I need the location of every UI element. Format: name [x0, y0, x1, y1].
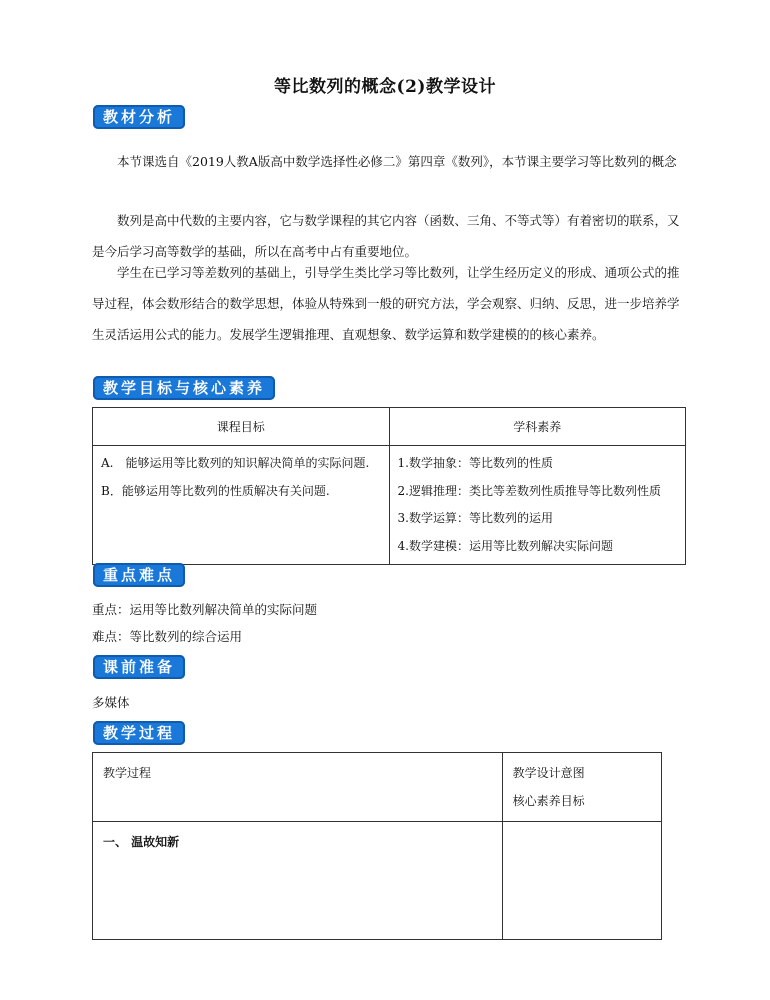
process-header-left: 教学过程 — [93, 753, 503, 822]
process-step-title: 一、 温故知新 — [103, 835, 180, 849]
course-goal-b: B．能够运用等比数列的性质解决有关问题. — [101, 483, 330, 498]
process-header-right — [502, 753, 661, 822]
process-row-left — [93, 822, 503, 940]
design-intent-label: 教学设计意图 — [512, 766, 585, 780]
analysis-paragraph: 数列是高中代数的主要内容，它与数学课程的其它内容（函数、三角、不等式等）有着密切的联系，又是今后学习高等数学的基础，所以在高考中占有重要地位。 — [92, 213, 680, 259]
core-literacy-label: 核心素养目标 — [512, 794, 585, 808]
goals-header-course: 课程目标 — [93, 408, 390, 446]
analysis-paragraph: 学生在已学习等差数列的基础上，引导学生类比学习等比数列，让学生经历定义的形成、通项公式的推导过程，体会数形结合的数学思想，体验从特殊到一般的研究方法，学会观察、归纳、反思，进一步培养学生灵活运用公式的能力。发展学生逻辑推理、直观想象、数学运算和数学建模的的核心素养。 — [92, 265, 680, 342]
section-badge-keypoints: 重点难点 — [93, 563, 185, 587]
goals-course-cell — [93, 446, 390, 565]
section-badge-prep: 课前准备 — [93, 655, 185, 679]
prep-text: 多媒体 — [92, 695, 130, 710]
process-table — [92, 752, 662, 940]
literacy-item: 2.逻辑推理：类比等差数列性质推导等比数列性质 — [397, 483, 661, 498]
literacy-item: 1.数学抽象：等比数列的性质 — [397, 456, 553, 470]
page-title: 等比数列的概念(2)教学设计 — [274, 77, 496, 97]
key-point: 重点：运用等比数列解决简单的实际问题 — [92, 602, 318, 617]
analysis-paragraph: 本节课选自《2019人教A版高中数学选择性必修二》第四章《数列》，本节课主要学习等比数列的概念 — [117, 154, 677, 169]
literacy-item: 4.数学建模：运用等比数列解决实际问题 — [397, 538, 613, 553]
literacy-item: 3.数学运算：等比数列的运用 — [397, 511, 553, 525]
difficult-point: 难点：等比数列的综合运用 — [92, 629, 243, 644]
goals-table — [92, 407, 686, 565]
process-row-right — [502, 822, 661, 940]
section-badge-process: 教学过程 — [93, 721, 185, 745]
section-badge-goals: 教学目标与核心素养 — [93, 376, 275, 400]
section-badge-analysis: 教材分析 — [93, 105, 185, 129]
goals-literacy-cell — [389, 446, 686, 565]
course-goal-a: A. 能够运用等比数列的知识解决简单的实际问题. — [101, 456, 370, 470]
goals-header-literacy: 学科素养 — [389, 408, 686, 446]
